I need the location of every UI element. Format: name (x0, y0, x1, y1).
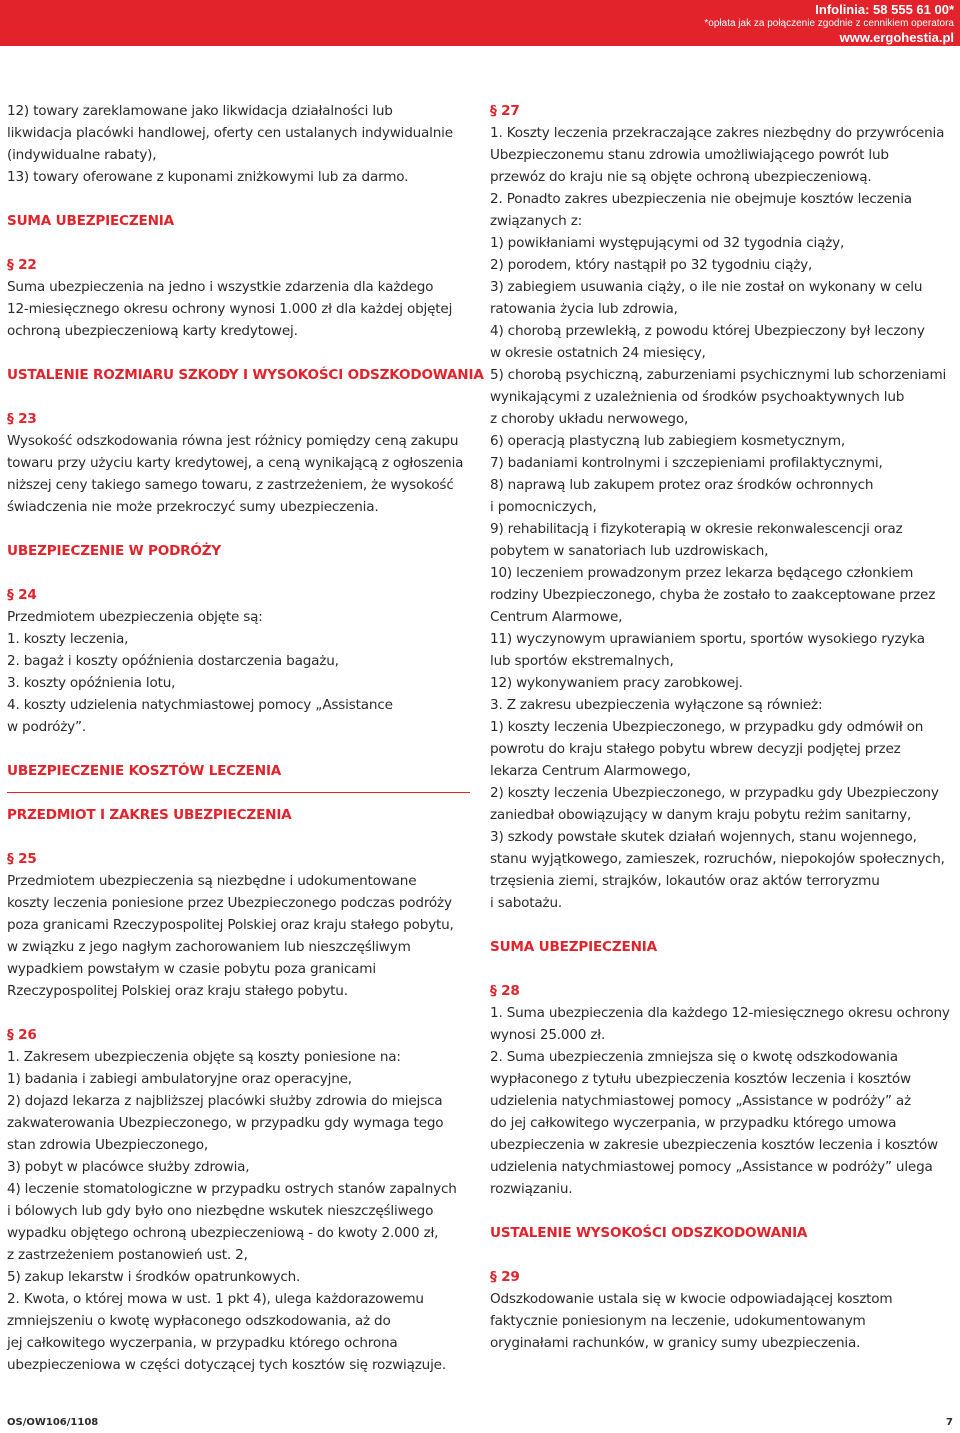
text-line: oryginałami rachunków, w granicy sumy ubezpieczenia. (490, 1335, 861, 1351)
text-line: udzielenia natychmiastowej pomocy „Assistance w podróży” aż (490, 1093, 911, 1109)
text-line: rodziny Ubezpieczonego, chyba że zostało to zaakceptowane przez (490, 587, 936, 603)
paragraph-number: § 27 (490, 103, 520, 119)
text-line: wynikającymi z uzależnienia od środków psychoaktywnych lub (490, 389, 905, 405)
text-line: wypadku objętego ochroną ubezpieczeniową - do kwoty 2.000 zł, (7, 1225, 439, 1241)
text-line: 1) powikłaniami występującymi od 32 tygodnia ciąży, (490, 235, 845, 251)
text-line: Wysokość odszkodowania równa jest różnicy pomiędzy ceną zakupu (7, 433, 459, 449)
text-line: 2) koszty leczenia Ubezpieczonego, w przypadku gdy Ubezpieczony (490, 785, 939, 801)
paragraph-number: § 29 (490, 1269, 520, 1285)
text-line: 3. koszty opóźnienia lotu, (7, 675, 176, 691)
text-line: poza granicami Rzeczypospolitej Polskiej oraz kraju stałego pobytu, (7, 917, 454, 933)
text-line: rozwiązaniu. (490, 1181, 573, 1197)
spacer (490, 1200, 955, 1222)
paragraph-number: § 23 (7, 411, 37, 427)
spacer (7, 518, 472, 540)
text-line: z choroby układu nerwowego, (490, 411, 689, 427)
spacer (7, 826, 472, 848)
text-line: 4) chorobą przewlekłą, z powodu której Ubezpieczony był leczony (490, 323, 925, 339)
text-line: 6) operacją plastyczną lub zabiegiem kosmetycznym, (490, 433, 845, 449)
text-line: do jej całkowitego wyczerpania, w przypadku którego umowa (490, 1115, 897, 1131)
text-line: 12-miesięcznego okresu ochrony wynosi 1.000 zł dla każdej objętej (7, 301, 453, 317)
text-line: w podróży”. (7, 719, 86, 735)
section-heading: SUMA UBEZPIECZENIA (490, 939, 657, 955)
text-line: zaniedbał obowiązujący w danym kraju pobytu reżim sanitarny, (490, 807, 912, 823)
text-line: 2. bagaż i koszty opóźnienia dostarczenia bagażu, (7, 653, 339, 669)
text-line: jej całkowitego wyczerpania, w przypadku którego ochrona (7, 1335, 398, 1351)
text-line: zmniejszeniu o kwotę wypłaconego odszkodowania, aż do (7, 1313, 391, 1329)
paragraph-number: § 22 (7, 257, 37, 273)
text-line: i bólowych lub gdy było ono niezbędne wskutek nieszczęśliwego (7, 1203, 434, 1219)
section-heading: UBEZPIECZENIE KOSZTÓW LECZENIA (7, 763, 282, 779)
document-code: OS/OW106/1108 (7, 1417, 99, 1428)
text-line: faktycznie poniesionym na leczenie, udokumentowanym (490, 1313, 866, 1329)
spacer (490, 914, 955, 936)
text-line: 3) szkody powstałe skutek działań wojennych, stanu wojennego, (490, 829, 917, 845)
section-heading: UBEZPIECZENIE W PODRÓŻY (7, 543, 222, 559)
text-line: 4) leczenie stomatologiczne w przypadku ostrych stanów zapalnych (7, 1181, 457, 1197)
text-line: likwidacja placówki handlowej, oferty cen ustalanych indywidualnie (7, 125, 453, 141)
text-line: 9) rehabilitacją i fizykoterapią w okresie rekonwalescencji oraz (490, 521, 903, 537)
spacer (7, 232, 472, 254)
right-column (490, 100, 955, 1354)
header-bar (0, 0, 960, 46)
text-line: 1. Zakresem ubezpieczenia objęte są koszty poniesione na: (7, 1049, 401, 1065)
text-line: związanych z: (490, 213, 583, 229)
spacer (490, 958, 955, 980)
text-line: 12) towary zareklamowane jako likwidacja działalności lub (7, 103, 393, 119)
text-line: 1. Koszty leczenia przekraczające zakres niezbędny do przywrócenia (490, 125, 945, 141)
text-line: towaru przy użyciu karty kredytowej, a ceną wynikającą z ogłoszenia (7, 455, 464, 471)
spacer (7, 386, 472, 408)
text-line: trzęsienia ziemi, strajków, lokautów oraz aktów terroryzmu (490, 873, 880, 889)
paragraph-number: § 26 (7, 1027, 37, 1043)
text-line: z zastrzeżeniem postanowień ust. 2, (7, 1247, 248, 1263)
text-line: Przedmiotem ubezpieczenia objęte są: (7, 609, 263, 625)
text-line: 1. koszty leczenia, (7, 631, 129, 647)
text-line: 2. Suma ubezpieczenia zmniejsza się o kwotę odszkodowania (490, 1049, 898, 1065)
spacer (7, 342, 472, 364)
text-line: wynosi 25.000 zł. (490, 1027, 606, 1043)
page-number: 7 (946, 1417, 953, 1428)
text-line: ubezpieczenia w zakresie ubezpieczenia kosztów leczenia i kosztów (490, 1137, 938, 1153)
text-line: Centrum Alarmowe, (490, 609, 623, 625)
section-heading: USTALENIE ROZMIARU SZKODY I WYSOKOŚCI ODSZKODOWANIA (7, 367, 484, 383)
text-line: 5) zakup lekarstw i środków opatrunkowych. (7, 1269, 301, 1285)
text-line: koszty leczenia poniesione przez Ubezpieczonego podczas podróży (7, 895, 452, 911)
text-line: 1. Suma ubezpieczenia dla każdego 12-miesięcznego okresu ochrony (490, 1005, 950, 1021)
website-link[interactable]: www.ergohestia.pl (839, 30, 954, 45)
text-line: stanu wyjątkowego, zamieszek, rozruchów, niepokojów społecznych, (490, 851, 945, 867)
paragraph-number: § 28 (490, 983, 520, 999)
text-line: Przedmiotem ubezpieczenia są niezbędne i udokumentowane (7, 873, 417, 889)
spacer (7, 188, 472, 210)
text-line: 5) chorobą psychiczną, zaburzeniami psychicznymi lub schorzeniami (490, 367, 947, 383)
text-line: 10) leczeniem prowadzonym przez lekarza będącego członkiem (490, 565, 914, 581)
paragraph-number: § 24 (7, 587, 37, 603)
spacer (7, 738, 472, 760)
text-line: 7) badaniami kontrolnymi i szczepieniami profilaktycznymi, (490, 455, 883, 471)
text-line: zakwaterowania Ubezpieczonego, w przypadku gdy wymaga tego (7, 1115, 444, 1131)
hotline-note: *opłata jak za połączenie zgodnie z cennikiem operatora (704, 18, 954, 29)
text-line: 2) dojazd lekarza z najbliższej placówki służby zdrowia do miejsca (7, 1093, 443, 1109)
text-line: 4. koszty udzielenia natychmiastowej pomocy „Assistance (7, 697, 393, 713)
left-column (7, 100, 484, 1376)
text-line: 3. Z zakresu ubezpieczenia wyłączone są również: (490, 697, 823, 713)
contact-info (704, 2, 954, 46)
text-line: lub sportów ekstremalnych, (490, 653, 674, 669)
section-heading: SUMA UBEZPIECZENIA (7, 213, 174, 229)
text-line: ratowania życia lub zdrowia, (490, 301, 678, 317)
spacer (490, 1244, 955, 1266)
text-line: 3) pobyt w placówce służby zdrowia, (7, 1159, 250, 1175)
text-line: wypłaconego z tytułu ubezpieczenia kosztów leczenia i kosztów (490, 1071, 911, 1087)
text-line: Odszkodowanie ustala się w kwocie odpowiadającej kosztom (490, 1291, 893, 1307)
text-line: stan zdrowia Ubezpieczonego, (7, 1137, 209, 1153)
spacer (7, 1002, 472, 1024)
section-heading: PRZEDMIOT I ZAKRES UBEZPIECZENIA (7, 807, 292, 823)
text-line: (indywidualne rabaty), (7, 147, 157, 163)
text-line: pobytem w sanatoriach lub uzdrowiskach, (490, 543, 769, 559)
text-line: i sabotażu. (490, 895, 562, 911)
text-line: niższej ceny takiego samego towaru, z zastrzeżeniem, że wysokość (7, 477, 454, 493)
text-line: w okresie ostatnich 24 miesięcy, (490, 345, 706, 361)
section-divider (7, 792, 470, 793)
paragraph-number: § 25 (7, 851, 37, 867)
spacer (7, 562, 472, 584)
text-line: ubezpieczeniowa w części dotyczącej tych kosztów się rozwiązuje. (7, 1357, 446, 1373)
text-line: powrotu do kraju stałego pobytu wbrew decyzji podjętej przez (490, 741, 901, 757)
text-line: lekarza Centrum Alarmowego, (490, 763, 691, 779)
section-heading: USTALENIE WYSOKOŚCI ODSZKODOWANIA (490, 1225, 808, 1241)
text-line: 13) towary oferowane z kuponami zniżkowymi lub za darmo. (7, 169, 409, 185)
text-line: 2. Kwota, o której mowa w ust. 1 pkt 4), ulega każdorazowemu (7, 1291, 424, 1307)
text-line: 1) koszty leczenia Ubezpieczonego, w przypadku gdy odmówił on (490, 719, 924, 735)
text-line: Rzeczypospolitej Polskiej oraz kraju stałego pobytu. (7, 983, 348, 999)
text-line: przewóz do kraju nie są objęte ochroną ubezpieczeniową. (490, 169, 872, 185)
text-line: 2. Ponadto zakres ubezpieczenia nie obejmuje kosztów leczenia (490, 191, 912, 207)
text-line: udzielenia natychmiastowej pomocy „Assistance w podróży” ulega (490, 1159, 933, 1175)
text-line: 3) zabiegiem usuwania ciąży, o ile nie został on wykonany w celu (490, 279, 923, 295)
text-line: 8) naprawą lub zakupem protez oraz środków ochronnych (490, 477, 874, 493)
text-line: w związku z jego nagłym zachorowaniem lub nieszczęśliwym (7, 939, 411, 955)
text-line: i pomocniczych, (490, 499, 597, 515)
text-line: Ubezpieczonemu stanu zdrowia umożliwiającego powrót lub (490, 147, 889, 163)
text-line: 12) wykonywaniem pracy zarobkowej. (490, 675, 743, 691)
text-line: świadczenia nie może przekroczyć sumy ubezpieczenia. (7, 499, 379, 515)
text-line: 11) wyczynowym uprawianiem sportu, sportów wysokiego ryzyka (490, 631, 925, 647)
hotline-number: Infolinia: 58 555 61 00* (815, 2, 954, 17)
text-line: wypadkiem powstałym w czasie pobytu poza granicami (7, 961, 376, 977)
text-line: ochroną ubezpieczeniową karty kredytowej. (7, 323, 298, 339)
text-line: 2) porodem, który nastąpił po 32 tygodniu ciąży, (490, 257, 813, 273)
text-line: Suma ubezpieczenia na jedno i wszystkie zdarzenia dla każdego (7, 279, 434, 295)
text-line: 1) badania i zabiegi ambulatoryjne oraz operacyjne, (7, 1071, 352, 1087)
